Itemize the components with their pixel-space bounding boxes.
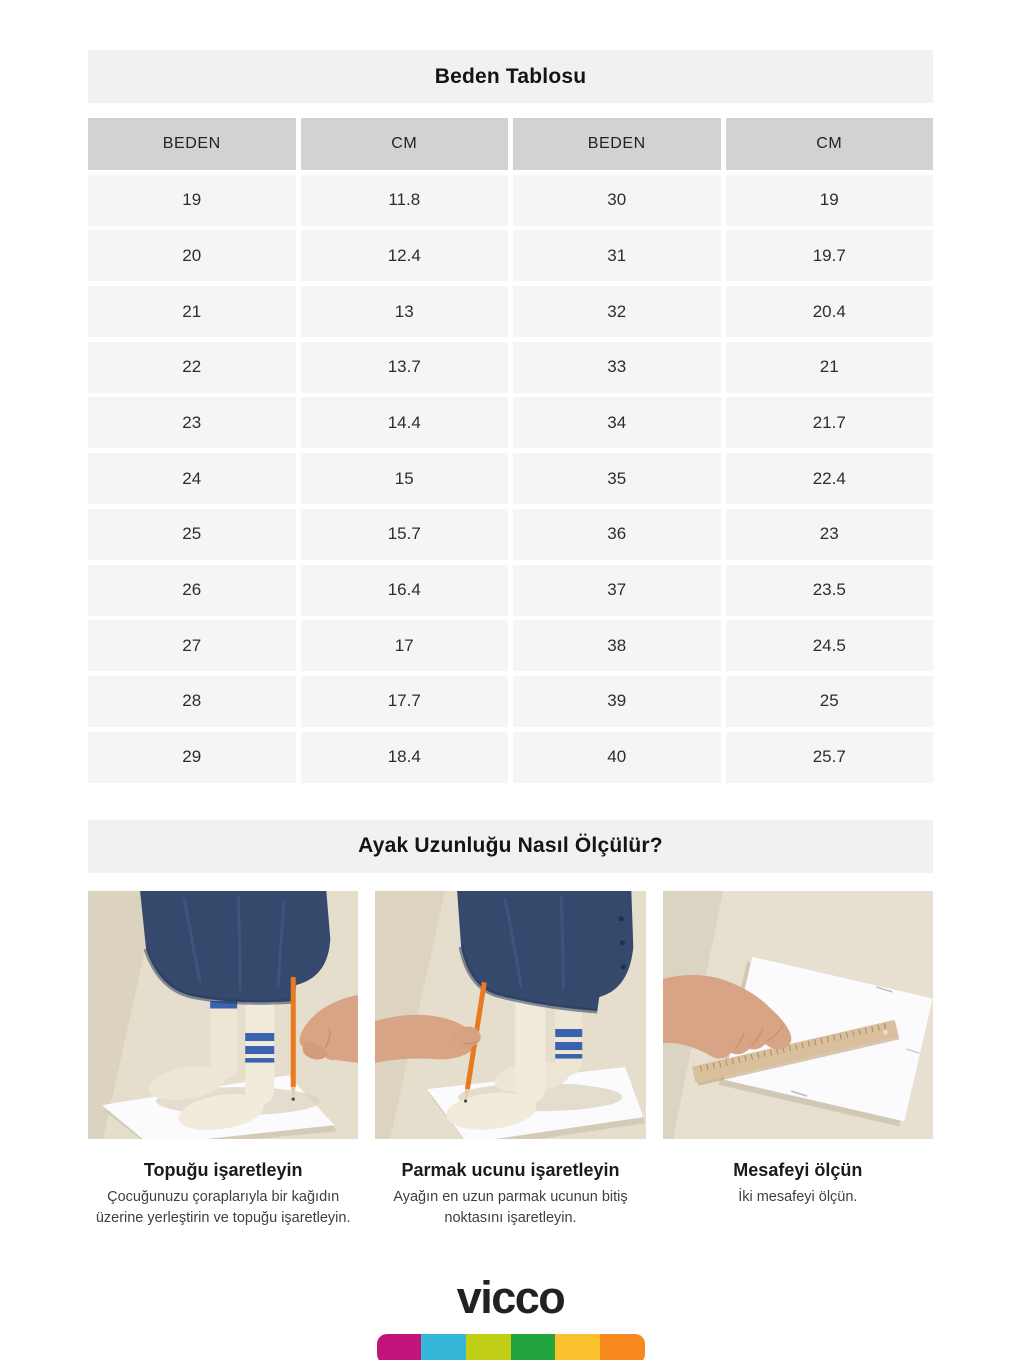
size-table-cell: 15 bbox=[301, 453, 509, 504]
size-table-cell: 19.7 bbox=[726, 230, 934, 281]
brand-color-segment bbox=[377, 1334, 422, 1360]
size-table-cell: 11.8 bbox=[301, 175, 509, 226]
size-table-title: Beden Tablosu bbox=[434, 64, 587, 88]
size-table-header-cell: CM bbox=[301, 118, 509, 170]
size-table-cell: 26 bbox=[88, 565, 296, 616]
size-table-cell: 24 bbox=[88, 453, 296, 504]
size-table-cell: 13.7 bbox=[301, 342, 509, 393]
step-text-mark-heel: Çocuğunuzu çoraplarıyla bir kağıdın üzerine yerleştirin ve topuğu işaretleyin. bbox=[95, 1188, 351, 1226]
step-text-mark-toe: Ayağın en uzun parmak ucunun bitiş noktasını işaretleyin. bbox=[393, 1188, 628, 1226]
size-table-cell: 19 bbox=[726, 175, 934, 226]
step-mark-toe bbox=[375, 891, 645, 1229]
brand-color-segment bbox=[421, 1334, 466, 1360]
size-table-cell: 23 bbox=[726, 509, 934, 560]
size-table-cell: 34 bbox=[513, 397, 721, 448]
size-table-cell: 21 bbox=[88, 286, 296, 337]
size-table-cell: 20 bbox=[88, 230, 296, 281]
step-heading-measure-distance: Mesafeyi ölçün bbox=[733, 1159, 863, 1180]
size-table-cell: 37 bbox=[513, 565, 721, 616]
size-table-cell: 23 bbox=[88, 397, 296, 448]
brand-color-segment bbox=[555, 1334, 600, 1360]
size-table-cell: 15.7 bbox=[301, 509, 509, 560]
size-table-cell: 18.4 bbox=[301, 732, 509, 783]
size-table-title-bar bbox=[88, 50, 933, 103]
footer bbox=[88, 1271, 933, 1360]
brand-color-bar bbox=[377, 1334, 645, 1360]
size-table-cell: 14.4 bbox=[301, 397, 509, 448]
measure-section-title: Ayak Uzunluğu Nasıl Ölçülür? bbox=[358, 834, 663, 858]
size-table-cell: 17 bbox=[301, 620, 509, 671]
size-table-cell: 25 bbox=[88, 509, 296, 560]
brand-color-segment bbox=[511, 1334, 556, 1360]
size-table-cell: 21.7 bbox=[726, 397, 934, 448]
size-table-cell: 39 bbox=[513, 676, 721, 727]
size-table-cell: 40 bbox=[513, 732, 721, 783]
brand-color-segment bbox=[466, 1334, 511, 1360]
measure-distance-illustration bbox=[663, 891, 933, 1139]
size-table-cell: 32 bbox=[513, 286, 721, 337]
measure-section-title-bar bbox=[88, 820, 933, 873]
size-table-cell: 29 bbox=[88, 732, 296, 783]
size-table-header-cell: CM bbox=[726, 118, 934, 170]
measure-distance-photo bbox=[663, 891, 933, 1139]
size-table-cell: 25 bbox=[726, 676, 934, 727]
size-table bbox=[88, 118, 933, 783]
size-table-cell: 31 bbox=[513, 230, 721, 281]
size-table-cell: 21 bbox=[726, 342, 934, 393]
mark-toe-illustration bbox=[375, 891, 645, 1139]
mark-heel-photo bbox=[88, 891, 358, 1139]
size-table-cell: 38 bbox=[513, 620, 721, 671]
size-table-cell: 36 bbox=[513, 509, 721, 560]
size-table-cell: 17.7 bbox=[301, 676, 509, 727]
size-table-cell: 12.4 bbox=[301, 230, 509, 281]
brand-logo-text: vicco bbox=[456, 1271, 565, 1323]
step-heading-mark-toe: Parmak ucunu işaretleyin bbox=[401, 1159, 620, 1180]
size-table-cell: 13 bbox=[301, 286, 509, 337]
size-table-cell: 24.5 bbox=[726, 620, 934, 671]
brand-color-segment bbox=[600, 1334, 645, 1360]
size-table-cell: 16.4 bbox=[301, 565, 509, 616]
size-table-cell: 27 bbox=[88, 620, 296, 671]
mark-heel-illustration bbox=[88, 891, 358, 1139]
step-mark-heel bbox=[88, 891, 358, 1229]
size-table-cell: 22 bbox=[88, 342, 296, 393]
size-table-cell: 22.4 bbox=[726, 453, 934, 504]
step-text-measure-distance: İki mesafeyi ölçün. bbox=[738, 1188, 858, 1205]
size-table-cell: 35 bbox=[513, 453, 721, 504]
measure-steps bbox=[88, 891, 933, 1229]
size-table-cell: 19 bbox=[88, 175, 296, 226]
step-measure-distance bbox=[663, 891, 933, 1229]
step-heading-mark-heel: Topuğu işaretleyin bbox=[143, 1159, 303, 1180]
size-table-cell: 25.7 bbox=[726, 732, 934, 783]
size-table-header-cell: BEDEN bbox=[513, 118, 721, 170]
size-table-cell: 30 bbox=[513, 175, 721, 226]
size-table-header-cell: BEDEN bbox=[88, 118, 296, 170]
size-table-cell: 33 bbox=[513, 342, 721, 393]
size-table-cell: 28 bbox=[88, 676, 296, 727]
size-table-cell: 23.5 bbox=[726, 565, 934, 616]
size-table-cell: 20.4 bbox=[726, 286, 934, 337]
mark-toe-photo bbox=[375, 891, 645, 1139]
